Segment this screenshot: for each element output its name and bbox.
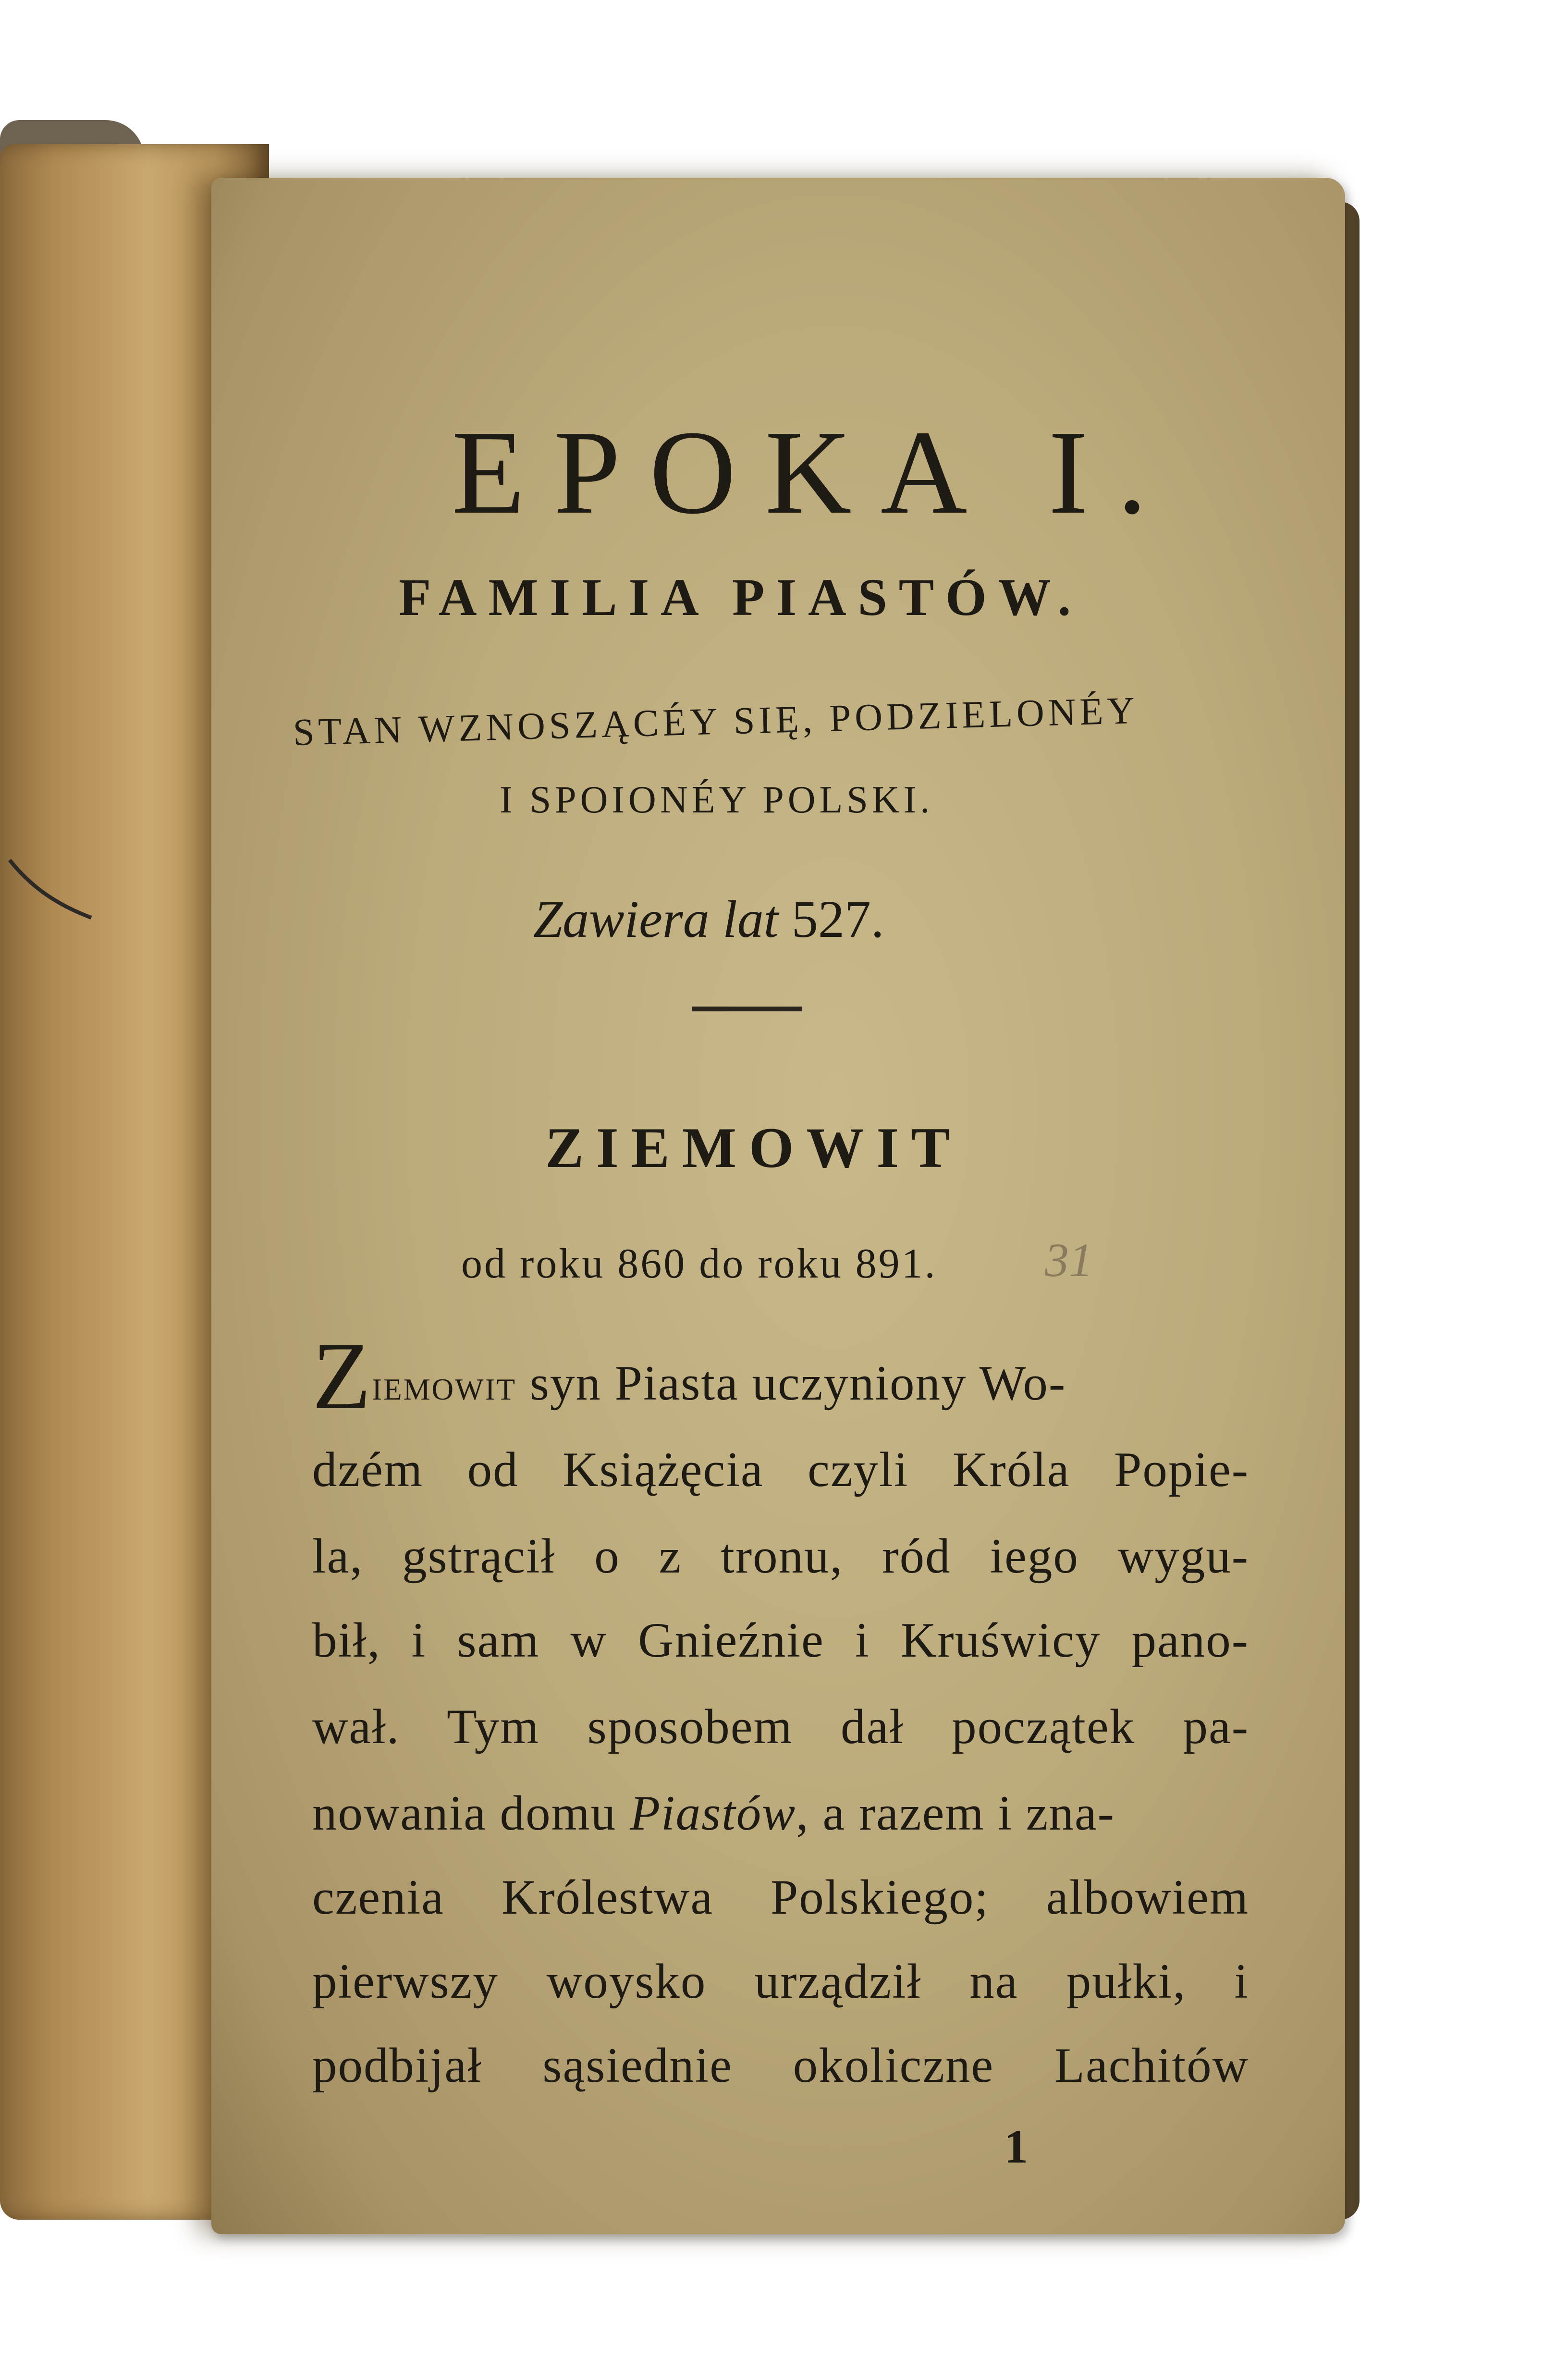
body-line-3 [312, 1528, 1249, 1585]
body-line-7 [312, 1869, 1249, 1926]
line-9-text: podbijał sąsiednie okoliczne Lachitów [312, 2038, 1249, 2093]
body-line-9 [312, 2037, 1249, 2094]
dynasty-title: FAMILIA PIASTÓW. [399, 568, 1083, 627]
body-line-1 [312, 1323, 1066, 1429]
subtitle-line-1: STAN WZNOSZĄCÉY SIĘ, PODZIELONÉY [292, 689, 1139, 754]
duration-number: 527. [791, 890, 884, 948]
body-line-5 [312, 1698, 1249, 1755]
line-4-text: bił, i sam w Gnieźnie i Kruświcy pano- [312, 1613, 1249, 1668]
duration-label: Zawiera lat [533, 890, 779, 948]
body-line-2 [312, 1441, 1249, 1498]
handwritten-annotation: 31 [1045, 1233, 1093, 1287]
pencil-mark [0, 855, 115, 932]
line-6-after: , a razem i zna- [796, 1786, 1115, 1841]
line-5-text: wał. Tym sposobem dał początek pa- [312, 1699, 1249, 1754]
subtitle-line-2: I SPOIONÉY POLSKI. [500, 779, 934, 821]
page-number: 1 [1004, 2120, 1028, 2173]
line-1-text: syn Piasta uczyniony Wo- [529, 1356, 1066, 1411]
divider-rule [692, 1007, 802, 1011]
reign-dates: od roku 860 do roku 891. [461, 1241, 937, 1287]
line-6-before: nowania domu [312, 1786, 617, 1841]
line-7-text: czenia Królestwa Polskiego; albowiem [312, 1870, 1249, 1925]
body-line-4 [312, 1612, 1249, 1669]
body-line-8 [312, 1953, 1249, 2010]
line-6-italic: Piastów [630, 1786, 796, 1841]
line-8-text: pierwszy woysko urządził na pułki, i [312, 1954, 1249, 2009]
drop-cap: Z [312, 1323, 372, 1429]
duration-line [533, 889, 884, 950]
line-3-text: la, gstrącił o z tronu, ród iego wygu- [312, 1529, 1249, 1584]
small-caps-word: iemowit [372, 1362, 517, 1409]
line-2-text: dzém od Książęcia czyli Króla Popie- [312, 1442, 1249, 1497]
chapter-heading: ZIEMOWIT [545, 1116, 963, 1180]
epoch-title: EPOKA I. [452, 406, 1176, 539]
body-line-6 [312, 1785, 1115, 1842]
